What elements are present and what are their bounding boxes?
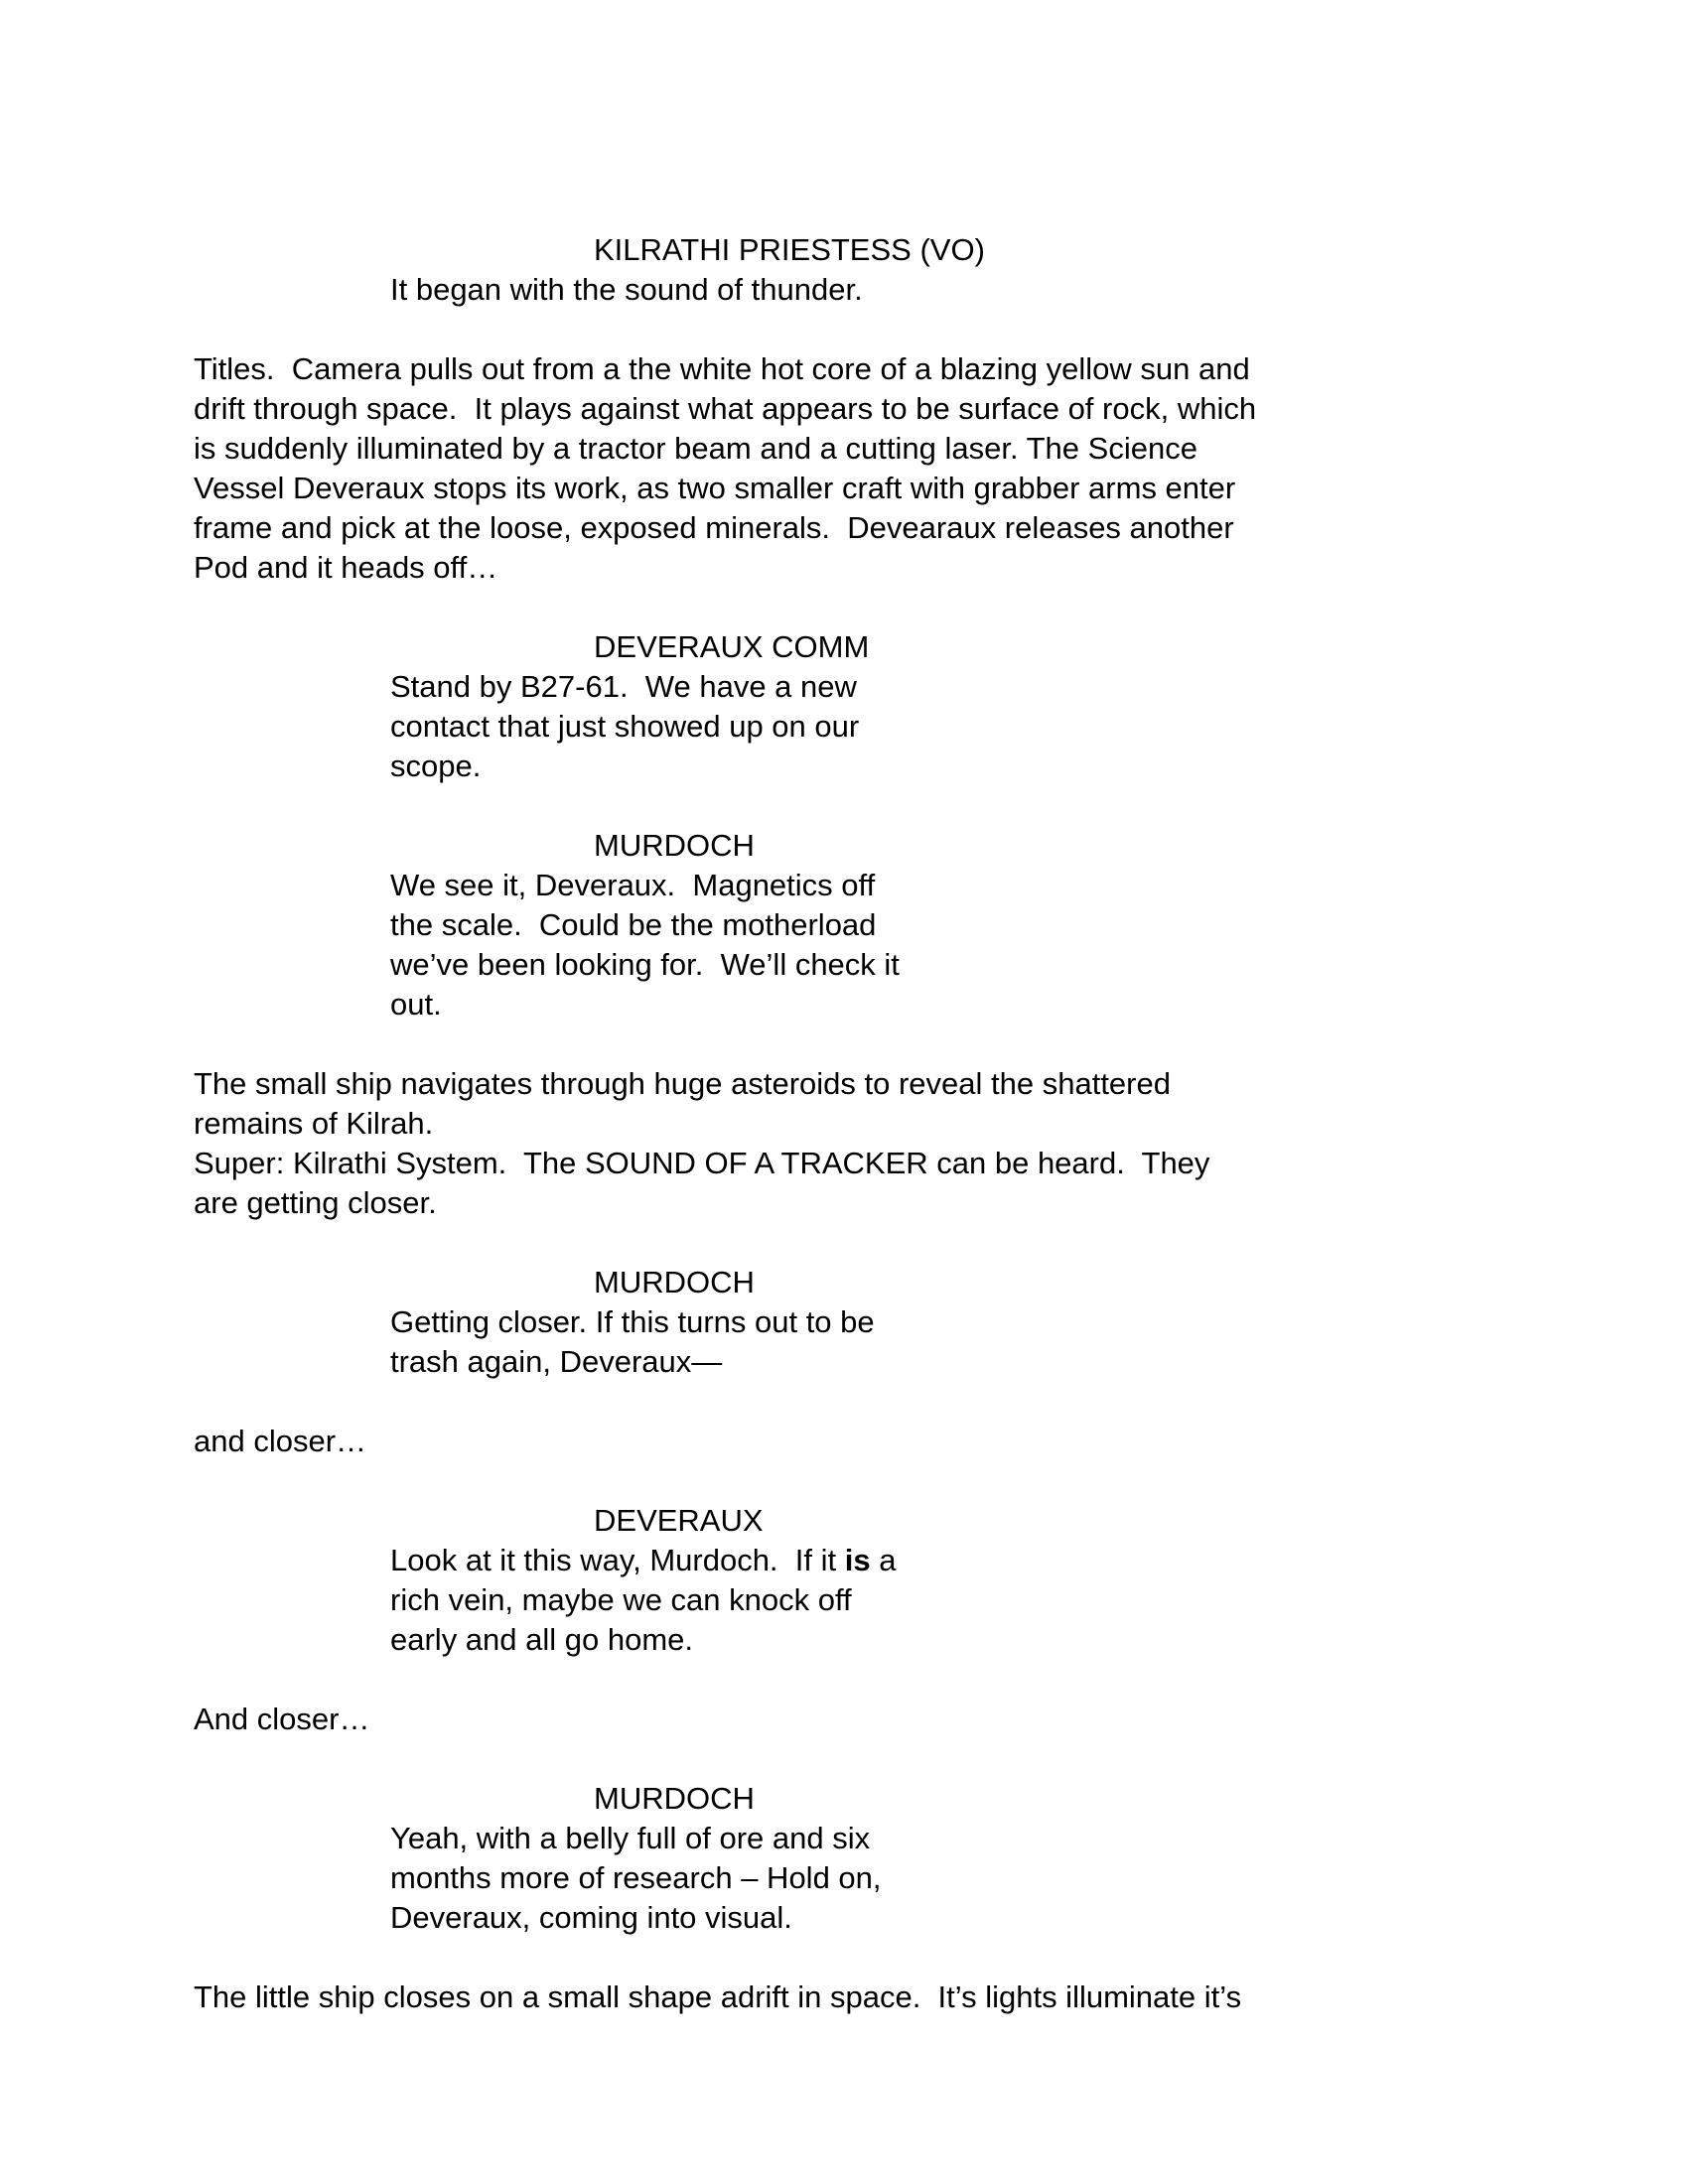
dialogue-line: Getting closer. If this turns out to be xyxy=(390,1304,875,1339)
action-block xyxy=(0,349,1688,588)
character-name: MURDOCH xyxy=(594,1781,755,1816)
dialogue-line xyxy=(390,1541,1688,1580)
action-block xyxy=(0,1700,1688,1739)
dialogue-line: We see it, Deveraux. Magnetics off xyxy=(390,868,876,902)
action-line: drift through space. It plays against what appears to be surface of rock, which xyxy=(194,391,1257,426)
action-block xyxy=(0,1422,1688,1461)
dialogue-line: the scale. Could be the motherload xyxy=(390,907,877,942)
action-line: Titles. Camera pulls out from a the white hot core of a blazing yellow sun and xyxy=(194,351,1250,386)
character-name: DEVERAUX xyxy=(594,1503,764,1538)
bold-text-segment: is xyxy=(844,1543,871,1577)
script-body xyxy=(0,230,1688,2057)
character-name: MURDOCH xyxy=(594,1265,755,1299)
action-line: Vessel Deveraux stops its work, as two smaller craft with grabber arms enter xyxy=(194,471,1236,505)
dialogue-block xyxy=(0,1263,1688,1382)
character-name: MURDOCH xyxy=(594,828,755,863)
dialogue-line: Yeah, with a belly full of ore and six xyxy=(390,1821,871,1855)
action-line: Super: Kilrathi System. The SOUND OF A TRACKER can be heard. They xyxy=(194,1146,1210,1180)
dialogue-block xyxy=(0,627,1688,786)
action-line: Pod and it heads off… xyxy=(194,550,498,585)
text-segment: a xyxy=(870,1543,897,1577)
dialogue-line: contact that just showed up on our xyxy=(390,709,860,744)
dialogue-line: It began with the sound of thunder. xyxy=(390,272,863,307)
dialogue-block xyxy=(0,230,1688,310)
action-line: are getting closer. xyxy=(194,1185,437,1220)
action-line: The little ship closes on a small shape adrift in space. It’s lights illuminate it’s xyxy=(194,1979,1242,2014)
action-line: And closer… xyxy=(194,1702,370,1736)
character-name: DEVERAUX COMM xyxy=(594,629,870,664)
character-name: KILRATHI PRIESTESS (VO) xyxy=(594,232,985,267)
dialogue-line: Stand by B27-61. We have a new xyxy=(390,669,857,704)
dialogue-block xyxy=(0,1501,1688,1660)
dialogue-block xyxy=(0,1779,1688,1938)
dialogue-line: early and all go home. xyxy=(390,1622,694,1657)
dialogue-block xyxy=(0,826,1688,1024)
action-line: remains of Kilrah. xyxy=(194,1106,434,1141)
action-block xyxy=(0,1978,1688,2017)
dialogue-line: scope. xyxy=(390,749,482,783)
dialogue-line: we’ve been looking for. We’ll check it xyxy=(390,947,900,982)
text-segment: Look at it this way, Murdoch. If it xyxy=(390,1543,845,1577)
action-line: The small ship navigates through huge asteroids to reveal the shattered xyxy=(194,1066,1171,1101)
action-block xyxy=(0,1064,1688,1223)
dialogue-line: rich vein, maybe we can knock off xyxy=(390,1582,852,1617)
dialogue-line: months more of research – Hold on, xyxy=(390,1860,882,1895)
action-line: is suddenly illuminated by a tractor beam and a cutting laser. The Science xyxy=(194,431,1197,466)
action-line: frame and pick at the loose, exposed minerals. Devearaux releases another xyxy=(194,510,1234,545)
dialogue-line: Deveraux, coming into visual. xyxy=(390,1900,792,1935)
dialogue-line: out. xyxy=(390,987,442,1022)
dialogue-line: trash again, Deveraux— xyxy=(390,1344,723,1379)
action-line: and closer… xyxy=(194,1424,367,1458)
